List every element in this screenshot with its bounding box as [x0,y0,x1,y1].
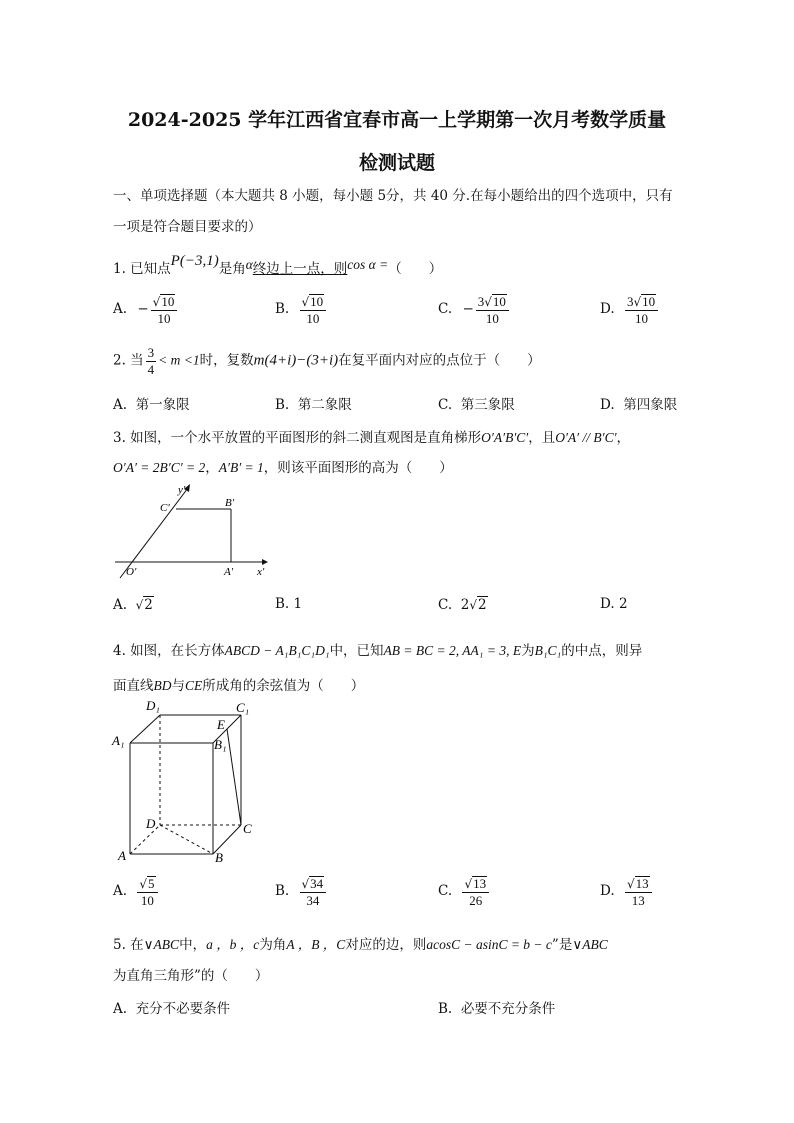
question-4-stem-line1 [113,639,642,659]
q3-option-b[interactable] [275,596,302,612]
exam-title-line2: 检测试题 [358,152,435,174]
q1-option-c[interactable] [438,294,511,325]
q2-mid: 时，复数 [199,352,254,369]
q3-comma: ， [205,460,219,476]
q5-angles: A ，B ，C [286,937,346,952]
label-e: E [217,717,225,732]
q2-fraction [146,346,157,376]
option-text: 第一象限 [135,397,190,413]
q3-eq2: A′B′ = 1 [218,460,264,475]
option-label: C. [438,397,453,413]
q2-option-c[interactable] [438,393,515,413]
q5-triangle: ∨ABC [143,937,180,952]
option-radicand: 2 [477,597,487,613]
q3-option-c[interactable]: C. 2√2 [438,597,487,613]
q2-option-b[interactable] [275,393,352,413]
segment-ec [227,729,241,825]
option-fraction: $\frac{√34}{34}$ [300,876,327,907]
option-denominator: 26 [469,892,483,908]
option-label: D. [600,301,615,318]
q2-tail: 在复平面内对应的点位于（ ） [338,352,541,369]
option-text: 第二象限 [297,397,352,413]
option-radicand: 10 [492,294,506,309]
q3-option-d[interactable] [600,596,628,612]
q4-option-b[interactable] [275,876,328,907]
label-c: C′ [160,502,170,514]
q4-pre: 4. 如图，在长方体 [113,643,225,659]
y-axis [120,488,188,578]
q5-option-b[interactable] [438,997,555,1017]
q1-mid: 是角 [218,261,246,277]
q1-cos: cos α = [347,257,389,272]
label-d1: D₁ [146,698,160,713]
option-radicand: 10 [642,294,656,309]
label-y: y′ [178,484,186,496]
option-label: C. [438,301,453,318]
option-denominator: 10 [140,892,154,908]
q3-trapezoid: O′A′B′C′ [481,430,529,445]
q5-d: ”是 [551,937,573,953]
option-denominator: 13 [631,892,645,908]
q5-option-a[interactable] [113,997,230,1017]
q4-option-a[interactable] [113,876,160,907]
section-heading-line2: 一项是符合题目要求的） [113,219,262,235]
option-fraction: $\frac{3√10}{10}$ [625,294,658,325]
question-3-stem-line1 [113,426,630,446]
option-sign: − [137,301,149,318]
option-denominator: 10 [485,310,499,326]
label-c1: C₁ [236,700,250,715]
question-1-stem [113,253,443,278]
q4-pre2: 面直线 [113,678,154,694]
option-label: C. [438,883,453,900]
option-label: B. [275,883,290,900]
label-b: B′ [225,497,235,509]
option-coefficient: 3 [477,294,485,309]
option-text: 必要不充分条件 [460,1001,556,1017]
q4-tail: 所成角的余弦值为（ ） [202,678,365,694]
label-a: A [118,848,126,863]
q4-option-d[interactable] [600,876,654,907]
option-label: A. [113,883,128,900]
option-fraction: $\frac{√5}{10}$ [137,876,157,907]
q5-sides: a ，b ，c [206,937,260,952]
option-label: B. [275,596,290,612]
option-radicand: 13 [635,876,649,891]
q3-tail: ，则该平面图形的高为（ ） [263,460,453,476]
option-label: D. [600,596,615,612]
option-fraction: $\frac{√10}{10}$ [151,294,178,325]
question-5-stem-line1 [113,933,608,953]
option-text: 充分不必要条件 [135,1001,231,1017]
q4-condition: AB = BC = 2, AA₁ = 3, E [383,643,522,658]
q3-parallel: O′A′ // B′C′ [555,430,617,445]
x-axis-arrow [262,559,268,565]
q1-option-d[interactable] [600,294,660,325]
q5-condition: acosC − asinC = b − c [426,937,552,952]
q2-option-a[interactable] [113,393,190,413]
label-c: C [243,821,252,836]
segment-bd-hidden [160,825,213,854]
label-b: B [215,850,223,865]
option-radicand: 13 [473,876,487,891]
option-fraction: $\frac{√13}{13}$ [625,876,652,907]
q5-b: 为角 [259,937,287,953]
option-label: B. [275,301,290,318]
option-label: A. [113,597,128,613]
option-label: A. [113,1001,128,1017]
section-heading-line1: 一、单项选择题（本大题共 8 小题，每小题 5分，共 40 分.在每小题给出的四个选项中，只有 [113,188,673,204]
q1-tail: （ ） [388,261,443,277]
option-label: B. [275,397,290,413]
label-a1: A₁ [112,733,125,748]
question-2-stem [113,346,541,376]
option-fraction: $\frac{√13}{26}$ [462,876,489,907]
q3-eq1: O′A′ = 2B′C′ = 2 [113,460,206,475]
option-label: D. [600,883,615,900]
option-denominator: 10 [157,310,171,326]
option-coefficient: 2 [460,597,470,613]
option-radicand: 10 [161,294,175,309]
option-label: D. [600,397,615,413]
option-radicand: 5 [148,876,155,891]
q3-option-a[interactable]: A. √2 [113,597,153,613]
option-denominator: 34 [306,892,320,908]
q4-segment: B₁C₁ [534,643,562,658]
q2-denominator: 4 [147,361,155,377]
q3-end: ， [616,430,631,446]
option-text: 第三象限 [460,397,515,413]
q3-pre: 3. 如图，一个水平放置的平面图形的斜二测直观图是直角梯形 [113,430,482,446]
q3-figure [110,478,270,582]
q1-mid2: 终边上一点，则 [252,261,348,277]
q4-mid3: 与 [171,678,185,694]
option-coefficient: 3 [626,294,634,309]
question-3-stem-line2 [113,456,453,476]
q2-expression: m(4+i)−(3+i) [253,352,339,369]
label-a: A′ [224,566,234,578]
option-sign: − [462,301,474,318]
option-fraction: $\frac{√10}{10}$ [300,294,327,325]
option-fraction: $\frac{3√10}{10}$ [476,294,509,325]
q4-bd: BD [153,678,172,693]
option-radicand: 10 [310,294,324,309]
q1-option-b[interactable] [275,294,328,325]
q2-inequality: < m <1 [158,352,200,368]
q4-figure [110,694,270,866]
q5-pre: 5. 在 [113,937,144,953]
q4-ce: CE [185,678,203,693]
option-label: A. [113,301,128,318]
exam-title-line1: 2024-2025 学年江西省宜春市高一上学期第一次月考数学质量 [127,109,667,131]
option-radicand: 34 [310,876,324,891]
edge-d1a1 [130,715,160,743]
q4-cuboid: ABCD − A₁B₁C₁D₁ [224,643,330,658]
q4-mid2: 为 [521,643,535,659]
label-o: O′ [126,566,137,578]
q1-option-a[interactable] [113,294,179,325]
q5-triangle2: ∨ABC [572,937,608,952]
label-d: D [146,816,156,831]
option-denominator: 10 [635,310,649,326]
option-label: A. [113,397,128,413]
label-x: x′ [257,566,265,578]
option-denominator: 10 [306,310,320,326]
q2-numerator: 3 [147,345,155,360]
q5-c: 对应的边，则 [345,937,427,953]
question-4-stem-line2 [113,674,364,694]
question-5-stem-line2: 为直角三角形”的（ ） [113,968,269,984]
q1-pre: 1. 已知点 [113,261,171,277]
q4-mid: 中，已知 [329,643,384,659]
option-radicand: 2 [144,597,153,613]
q2-pre: 2. 当 [113,352,144,369]
q4-option-c[interactable] [438,876,491,907]
q5-a: 中， [179,937,207,953]
q1-point: P(−3,1) [170,253,219,269]
edge-ad-hidden [130,825,160,854]
option-text: 第四象限 [623,397,678,413]
q3-mid: ，且 [528,430,556,446]
label-b1: B₁ [214,737,227,752]
option-text: 1 [293,596,303,612]
option-label: C. [438,597,453,613]
q2-option-d[interactable] [600,393,677,413]
q1-alpha: α [245,257,253,272]
q4-end: 的中点，则异 [561,643,643,659]
option-text: 2 [618,596,628,612]
option-label: B. [438,1001,453,1017]
